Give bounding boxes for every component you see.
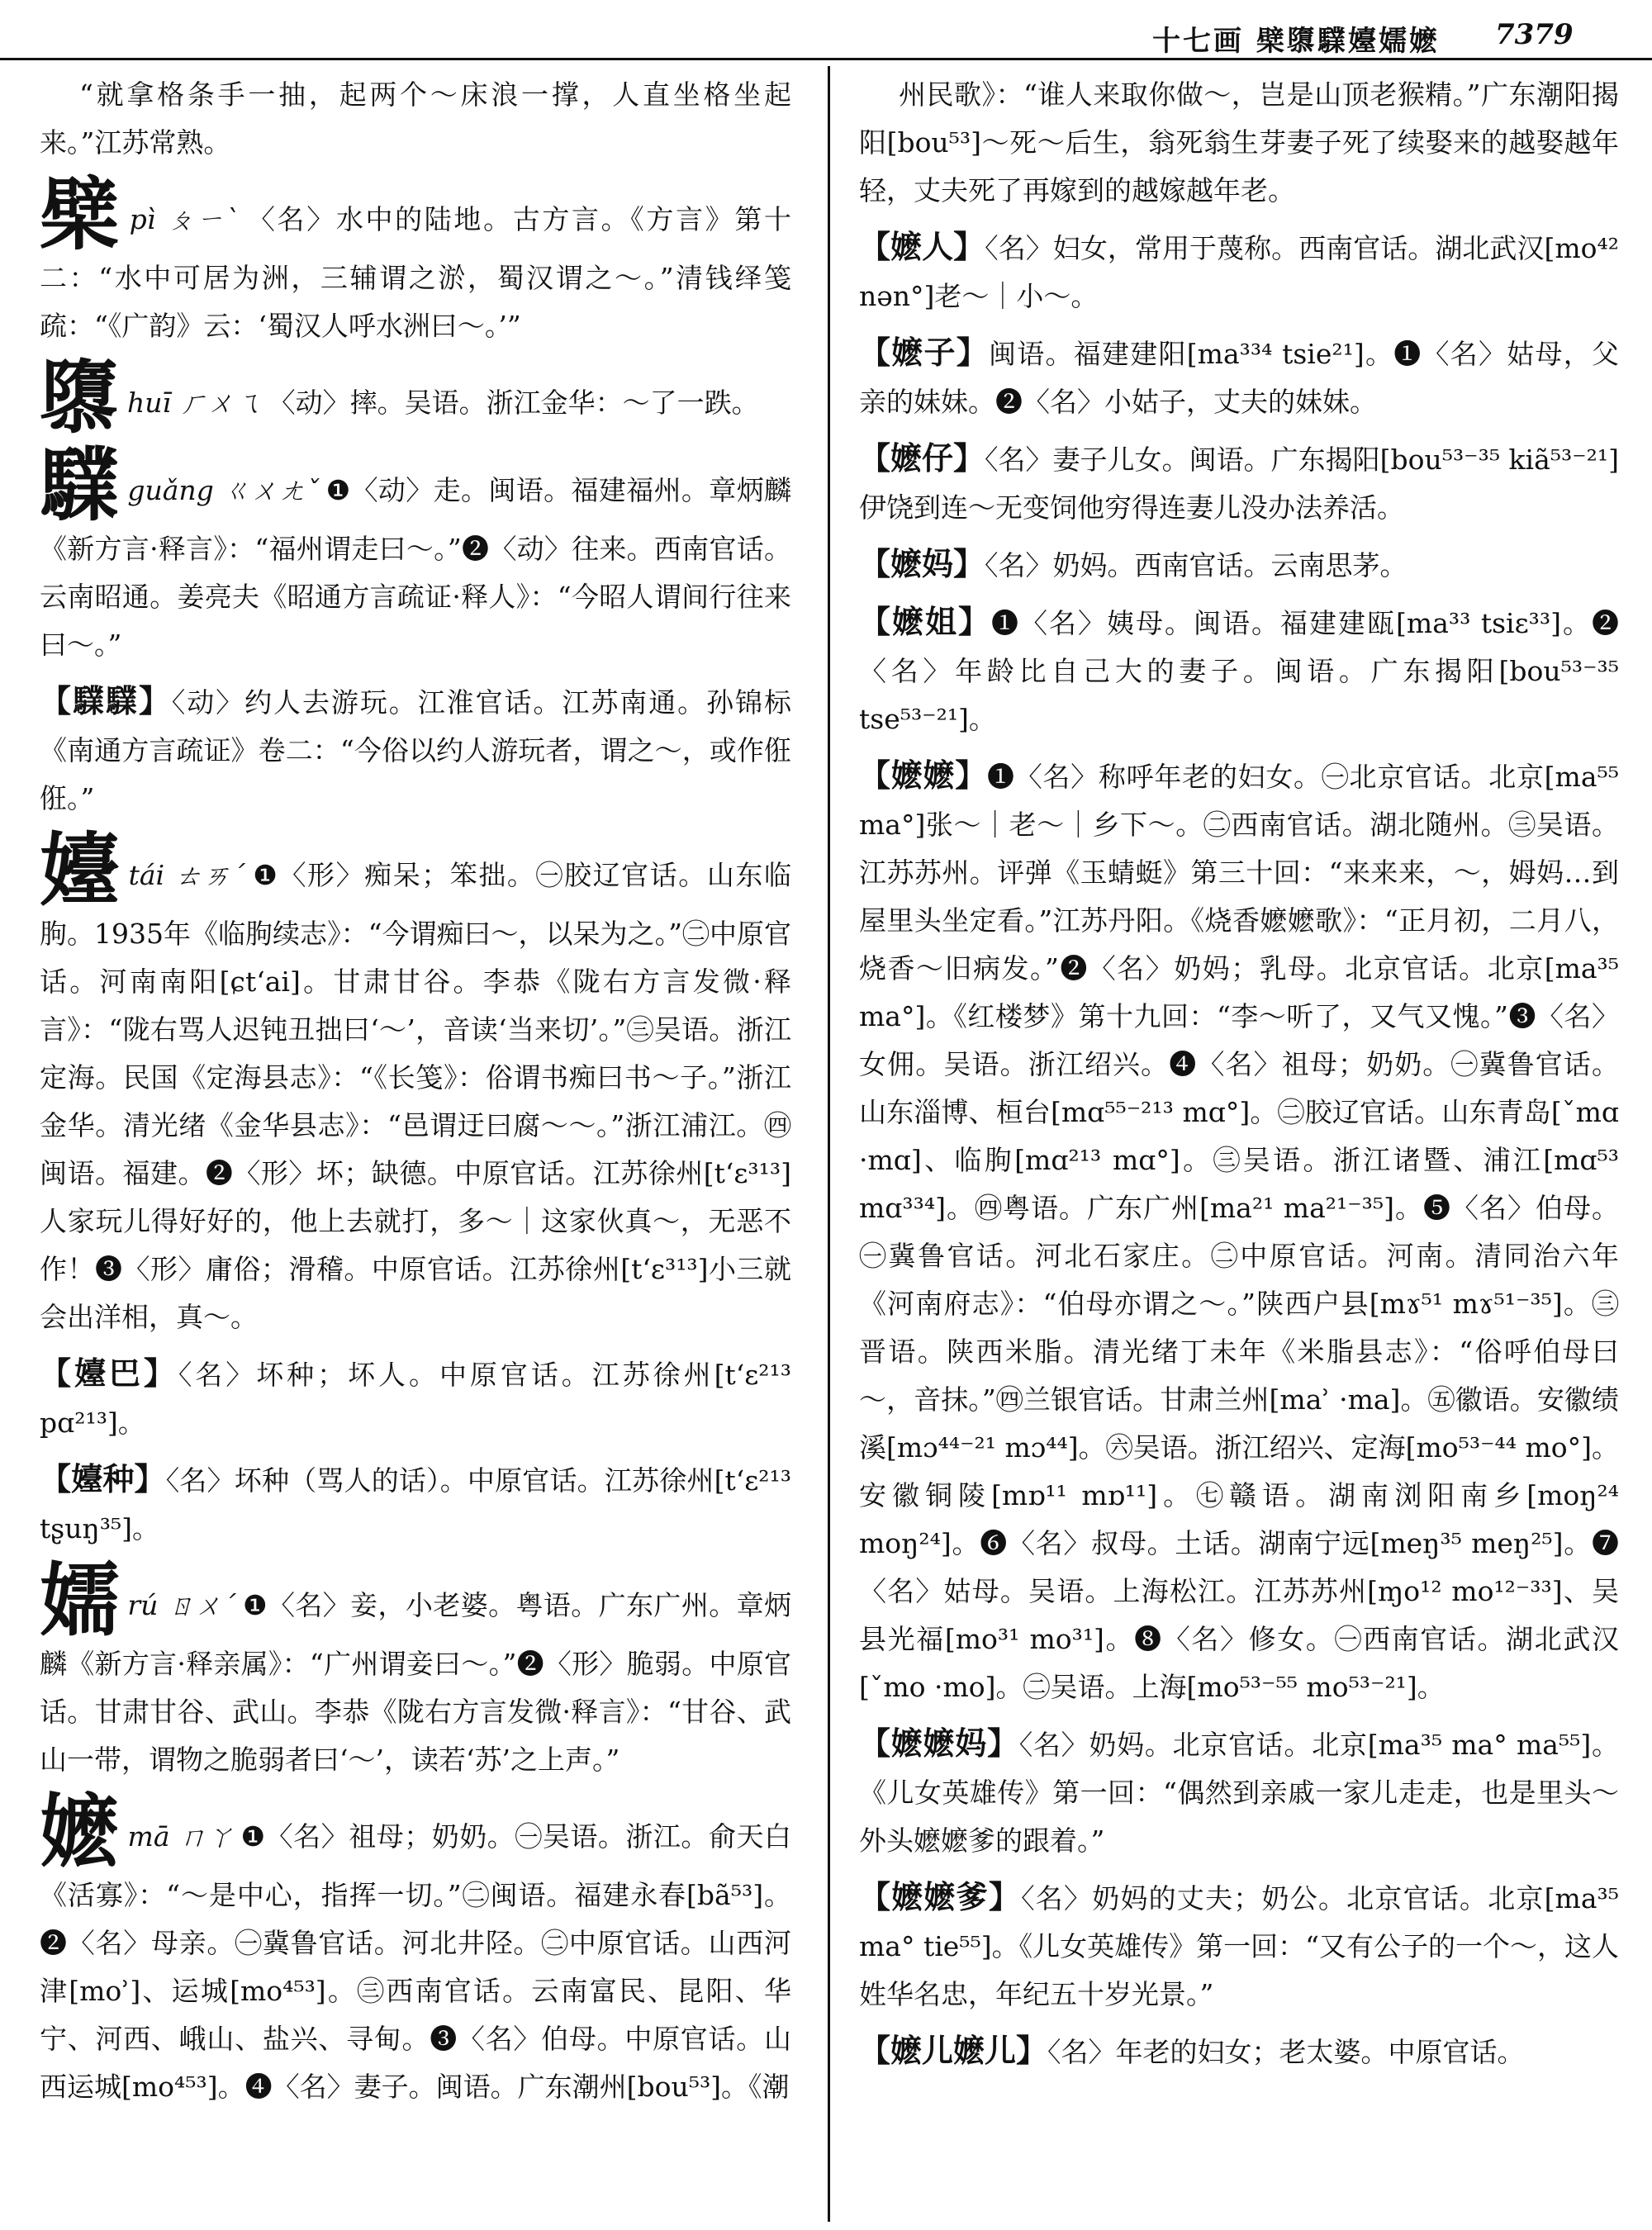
compound-entry <box>859 329 1619 426</box>
dictionary-entry <box>40 1554 791 1784</box>
headword-char: 嬯 <box>40 824 121 917</box>
compound-entry <box>859 223 1619 320</box>
definition-text: 〈动〉约人去游玩。江淮官话。江苏南通。孙锦标《南通方言疏证》卷二：“今俗以约人游玩者，谓之～，或作俇俇。” <box>40 686 791 814</box>
compound-headword: 【嬷儿嬷儿】 <box>859 2033 1048 2069</box>
pronunciation: huī ㄏㄨㄟ <box>127 387 262 419</box>
section-title: 十七画 檗隳驜嬯嬬嬷 <box>1152 25 1440 58</box>
pronunciation: guǎng ㄍㄨㄤˇ <box>127 474 320 506</box>
compound-headword: 【驜驜】 <box>40 683 172 719</box>
definition-text: ❶〈名〉姨母。闽语。福建建瓯[ma³³ tsiɛ³³]。❷〈名〉年龄比自己大的妻子。闽语。广东揭阳[bou⁵³⁻³⁵ tse⁵³⁻²¹]。 <box>859 607 1619 735</box>
definition-text: 〈名〉坏种（骂人的话）。中原官话。江苏徐州[t‘ɛ²¹³ tʂuŋ³⁵]。 <box>40 1464 791 1544</box>
dictionary-entry <box>40 1786 791 2111</box>
compound-headword: 【嬯种】 <box>40 1461 166 1497</box>
dictionary-entry <box>40 824 791 1341</box>
definition-text: 〈名〉奶妈的丈夫；奶公。北京官话。北京[ma³⁵ ma° tie⁵⁵]。《儿女英雄传》第一回：“又有公子的一个～，这人姓华名忠，年纪五十岁光景。” <box>859 1882 1619 2010</box>
headword-char: 檗 <box>40 168 121 261</box>
compound-entry <box>859 752 1619 1711</box>
compound-entry <box>859 434 1619 532</box>
left-column <box>40 71 791 2223</box>
compound-headword: 【嬯巴】 <box>40 1355 178 1392</box>
compound-headword: 【嬷子】 <box>859 334 990 371</box>
compound-entry <box>859 1873 1619 2019</box>
compound-headword: 【嬷人】 <box>859 229 985 265</box>
column-divider <box>828 66 830 2222</box>
definition-text: ❶〈名〉妾，小老婆。粤语。广东广州。章炳麟《新方言·释亲属》：“广州谓妾曰～。”❷〈形〉脆弱。中原官话。甘肃甘谷、武山。李恭《陇右方言发微·释言》：“甘谷、武山一带，谓物之脆弱者曰‘～’，读若‘苏’之上声。” <box>40 1589 791 1776</box>
compound-entry <box>859 2027 1619 2076</box>
compound-headword: 【嬷嬷】 <box>859 757 987 794</box>
definition-text: 〈名〉年老的妇女；老太婆。中原官话。 <box>1047 2036 1525 2068</box>
headword-char: 嬬 <box>40 1554 120 1647</box>
continuation-text: 州民歌》：“谁人来取你做～，岂是山顶老猴精。”广东潮阳揭阳[bou⁵³]～死～后生，翁死翁生芽妻子死了续娶来的越娶越年轻，丈夫死了再嫁到的越嫁越年老。 <box>859 78 1619 206</box>
compound-entry <box>40 1350 791 1447</box>
compound-entry <box>40 677 791 823</box>
pronunciation: pì ㄆㄧˋ <box>129 203 241 235</box>
compound-headword: 【嬷仔】 <box>859 440 985 477</box>
headword-char: 驜 <box>40 439 120 532</box>
page-header <box>0 0 1652 60</box>
headword-char: 嬷 <box>40 1786 120 1878</box>
continuation-text: “就拿格条手一抽，起两个～床浪一撑，人直坐格坐起来。”江苏常熟。 <box>40 78 791 159</box>
compound-entry <box>859 540 1619 590</box>
compound-headword: 【嬷妈】 <box>859 546 985 582</box>
pronunciation: rú ㄖㄨˊ <box>127 1589 236 1621</box>
definition-text: ❶〈动〉走。闽语。福建福州。章炳麟《新方言·释言》：“福州谓走曰～。”❷〈动〉往来。西南官话。云南昭通。姜亮夫《昭通方言疏证·释人》：“今昭人谓间行往来曰～。” <box>40 474 791 661</box>
compound-headword: 【嬷姐】 <box>859 604 992 640</box>
definition-text: 〈名〉妻子儿女。闽语。广东揭阳[bou⁵³⁻³⁵ kiã⁵³⁻²¹]伊饶到连～无变饲他穷得连妻儿没办法养活。 <box>859 444 1619 524</box>
definition-text: 〈名〉奶妈。西南官话。云南思茅。 <box>985 549 1408 581</box>
definition-text: 〈动〉摔。吴语。浙江金华：～了一跌。 <box>268 387 759 419</box>
definition-text: 〈名〉坏种；坏人。中原官话。江苏徐州[t‘ɛ²¹³ pɑ²¹³]。 <box>40 1359 791 1439</box>
definition-text: 闽语。福建建阳[ma³³⁴ tsie²¹]。❶〈名〉姑母，父亲的妹妹。❷〈名〉小姑子，丈夫的妹妹。 <box>859 338 1619 418</box>
dictionary-entry <box>40 352 791 444</box>
compound-entry <box>40 1455 791 1553</box>
definition-text: ❶〈形〉痴呆；笨拙。㊀胶辽官话。山东临朐。1935年《临朐续志》：“今谓痴曰～，以呆为之。”㊁中原官话。河南南阳[ɕt‘ai]。甘肃甘谷。李恭《陇右方言发微·释言》：“陇右骂人迟钝丑拙曰‘～’，音读‘当来切’。”㊂吴语。浙江定海。民国《定海县志》：“《长笺》：俗谓书痴曰书～子。”浙江金华。清光绪《金华县志》：“邑谓迂曰腐～～。”浙江浦江。㊃闽语。福建。❷〈形〉坏；缺德。中原官话。江苏徐州[t‘ɛ³¹³]人家玩儿得好好的，他上去就打，多～｜这家伙真～，无恶不作！❸〈形〉庸俗；滑稽。中原官话。江苏徐州[t‘ɛ³¹³]小三就会出洋相，真～。 <box>40 859 791 1333</box>
compound-entry <box>859 1720 1619 1865</box>
definition-text: 〈名〉奶妈。北京官话。北京[ma³⁵ ma° ma⁵⁵]。《儿女英雄传》第一回：“偶然到亲戚一家儿走走，也是里头～外头嬷嬷爹的跟着。” <box>859 1729 1619 1857</box>
pronunciation: tái ㄊㄞˊ <box>128 859 247 891</box>
compound-headword: 【嬷嬷爹】 <box>859 1879 1022 1915</box>
definition-text: ❶〈名〉称呼年老的妇女。㊀北京官话。北京[ma⁵⁵ ma°]张～｜老～｜乡下～。㊁西南官话。湖北随州。㊂吴语。江苏苏州。评弹《玉蜻蜓》第三十回：“来来来，～，姆妈…到屋里头坐定看。”江苏丹阳。《烧香嬷嬷歌》：“正月初，二月八，烧香～旧病发。”❷〈名〉奶妈；乳母。北京官话。北京[ma³⁵ ma°]。《红楼梦》第十九回：“李～听了，又气又愧。”❸〈名〉女佣。吴语。浙江绍兴。❹〈名〉祖母；奶奶。㊀冀鲁官话。山东淄博、桓台[mɑ⁵⁵⁻²¹³ mɑ°]。㊁胶辽官话。山东青岛[ˇmɑ ·mɑ]、临朐[mɑ²¹³ mɑ°]。㊂吴语。浙江诸暨、浦江[mɑ⁵³ mɑ³³⁴]。㊃粤语。广东广州[ma²¹ ma²¹⁻³⁵]。❺〈名〉伯母。㊀冀鲁官话。河北石家庄。㊁中原官话。河南。清同治六年《河南府志》：“伯母亦谓之～。”陕西户县[mɤ⁵¹ mɤ⁵¹⁻³⁵]。㊂晋语。陕西米脂。清光绪丁未年《米脂县志》：“俗呼伯母曰～，音抹。”㊃兰银官话。甘肃兰州[maʾ ·ma]。㊄徽语。安徽绩溪[mɔ⁴⁴⁻²¹ mɔ⁴⁴]。㊅吴语。浙江绍兴、定海[mo⁵³⁻⁴⁴ mo°]。安徽铜陵[mɒ¹¹ mɒ¹¹]。㊆赣语。湖南浏阳南乡[moŋ²⁴ moŋ²⁴]。❻〈名〉叔母。土话。湖南宁远[meŋ³⁵ meŋ²⁵]。❼〈名〉姑母。吴语。上海松江。江苏苏州[ɱo¹² mo¹²⁻³³]、吴县光福[mo³¹ mo³¹]。❽〈名〉修女。㊀西南官话。湖北武汉[ˇmo ·mo]。㊁吴语。上海[mo⁵³⁻⁵⁵ mo⁵³⁻²¹]。 <box>859 761 1619 1703</box>
pronunciation: mā ㄇㄚ <box>127 1820 235 1853</box>
definition-text: 〈名〉妇女，常用于蔑称。西南官话。湖北武汉[mo⁴² nən°]老～｜小～。 <box>859 232 1619 312</box>
headword-char: 隳 <box>40 352 119 444</box>
definition-text: 〈名〉水中的陆地。古方言。《方言》第十二：“水中可居为洲，三辅谓之淤，蜀汉谓之～。”清钱绎笺疏：“《广韵》云：‘蜀汉人呼水洲曰～。’” <box>40 203 791 342</box>
definition-text: ❶〈名〉祖母；奶奶。㊀吴语。浙江。俞天白《活寡》：“～是中心，指挥一切。”㊁闽语。福建永春[bã⁵³]。❷〈名〉母亲。㊀冀鲁官话。河北井陉。㊁中原官话。山西河津[moʾ]、运城[mo⁴⁵³]。㊂西南官话。云南富民、昆阳、华宁、河西、峨山、盐兴、寻甸。❸〈名〉伯母。中原官话。山西运城[mo⁴⁵³]。❹〈名〉妻子。闽语。广东潮州[bou⁵³]。《潮 <box>40 1820 791 2103</box>
right-column <box>859 71 1619 2223</box>
page-number: 7379 <box>1495 18 1574 51</box>
dictionary-entry <box>40 439 791 669</box>
compound-entry <box>859 598 1619 743</box>
dictionary-entry <box>40 168 791 350</box>
compound-headword: 【嬷嬷妈】 <box>859 1725 1019 1762</box>
